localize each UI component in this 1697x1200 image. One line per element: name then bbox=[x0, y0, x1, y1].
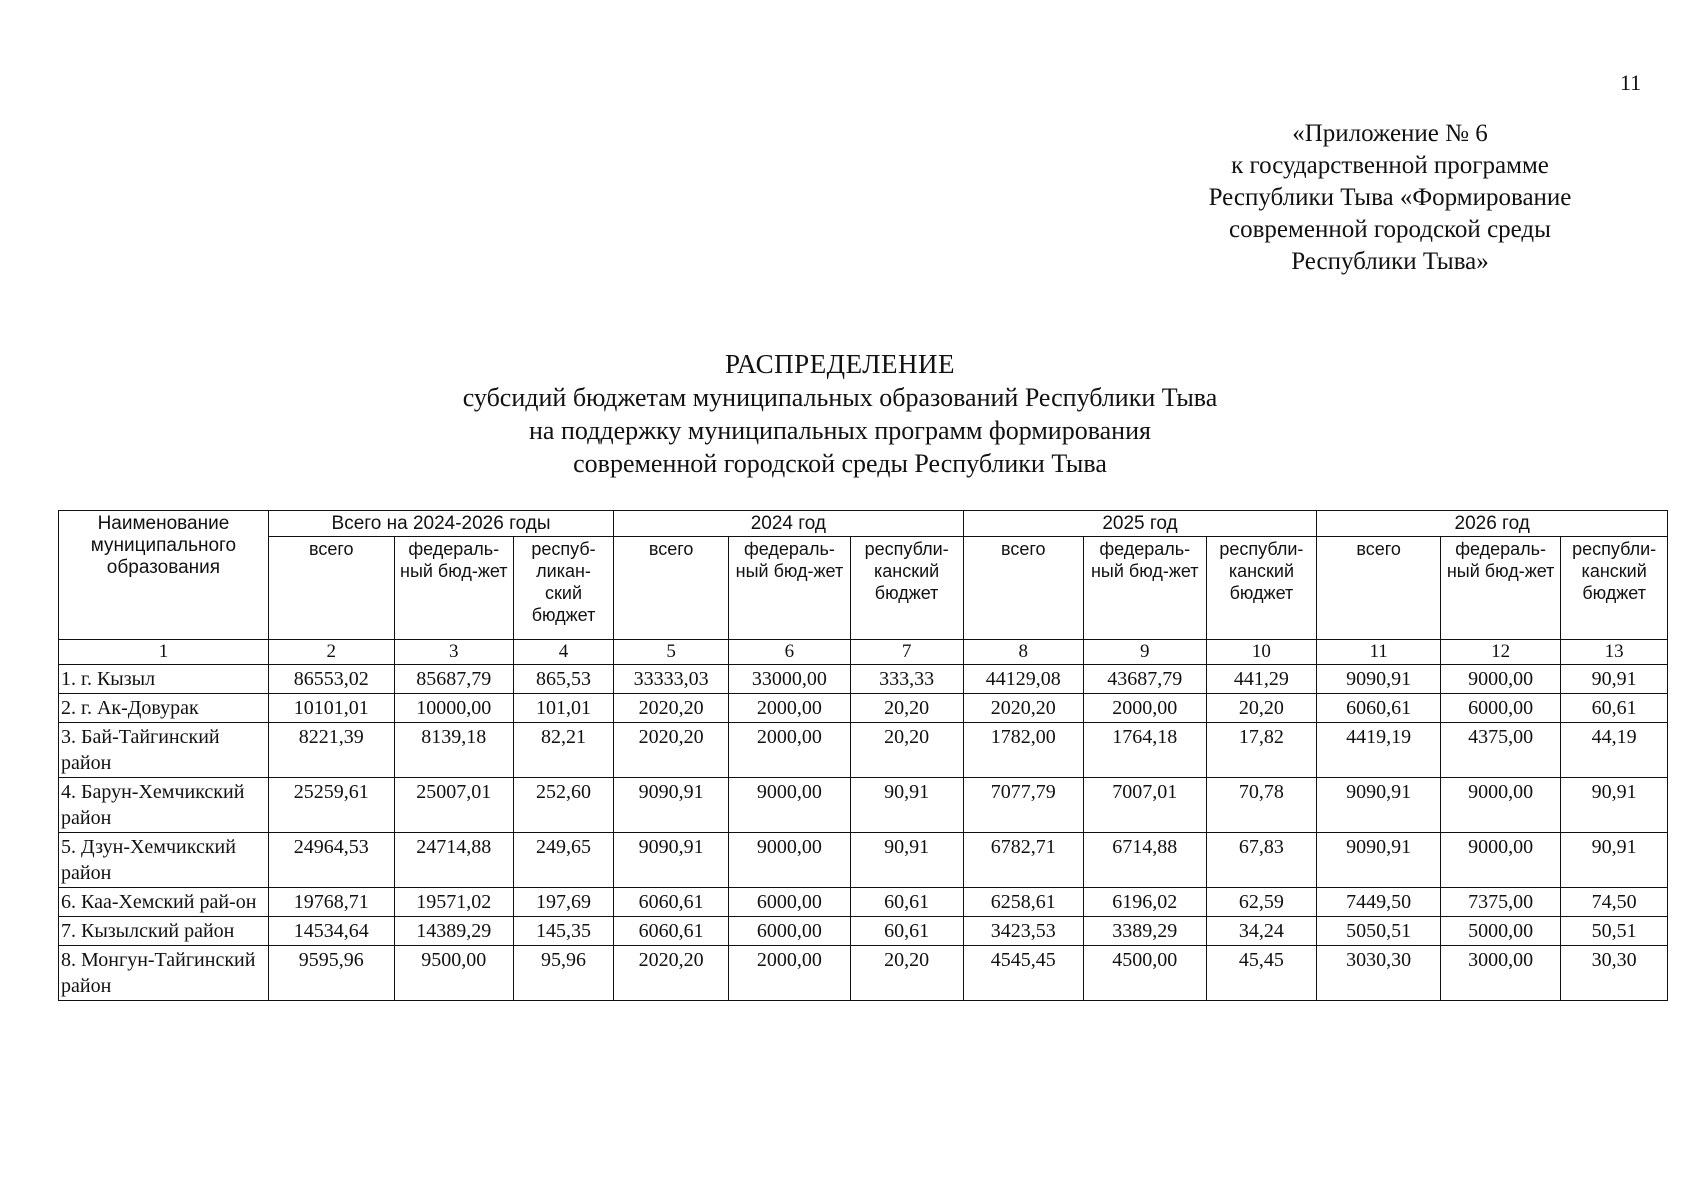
appendix-line: к государственной программе bbox=[1231, 152, 1549, 179]
header-2026-federal: федераль-ный бюд-жет bbox=[1440, 537, 1560, 640]
amount-cell: 70,78 bbox=[1206, 778, 1317, 833]
appendix-line: Республики Тыва «Формирование bbox=[1208, 184, 1572, 211]
header-total-republican: респуб-ликан-ский бюджет bbox=[513, 537, 613, 640]
amount-cell: 4500,00 bbox=[1083, 946, 1206, 1001]
amount-cell: 19571,02 bbox=[394, 888, 513, 917]
amount-cell: 44129,08 bbox=[963, 665, 1083, 694]
amount-cell: 60,61 bbox=[1561, 694, 1668, 723]
column-number: 2 bbox=[268, 640, 394, 665]
amount-cell: 2000,00 bbox=[729, 694, 850, 723]
amount-cell: 865,53 bbox=[513, 665, 613, 694]
amount-cell: 82,21 bbox=[513, 723, 613, 778]
header-total-federal: федераль-ный бюд-жет bbox=[394, 537, 513, 640]
title-line: современной городской среды Республики Тыва bbox=[573, 449, 1107, 478]
amount-cell: 441,29 bbox=[1206, 665, 1317, 694]
amount-cell: 9090,91 bbox=[1317, 665, 1441, 694]
amount-cell: 2020,20 bbox=[963, 694, 1083, 723]
amount-cell: 6000,00 bbox=[1440, 694, 1560, 723]
amount-cell: 85687,79 bbox=[394, 665, 513, 694]
amount-cell: 60,61 bbox=[850, 917, 963, 946]
title-line: на поддержку муниципальных программ формирования bbox=[529, 416, 1151, 445]
table-row bbox=[59, 833, 1668, 888]
amount-cell: 2020,20 bbox=[614, 694, 729, 723]
column-number: 7 bbox=[850, 640, 963, 665]
amount-cell: 9000,00 bbox=[1440, 665, 1560, 694]
amount-cell: 2020,20 bbox=[614, 946, 729, 1001]
amount-cell: 50,51 bbox=[1561, 917, 1668, 946]
amount-cell: 34,24 bbox=[1206, 917, 1317, 946]
amount-cell: 6060,61 bbox=[614, 888, 729, 917]
amount-cell: 19768,71 bbox=[268, 888, 394, 917]
amount-cell: 9000,00 bbox=[1440, 778, 1560, 833]
amount-cell: 6782,71 bbox=[963, 833, 1083, 888]
document-title bbox=[300, 348, 1380, 480]
amount-cell: 252,60 bbox=[513, 778, 613, 833]
amount-cell: 74,50 bbox=[1561, 888, 1668, 917]
amount-cell: 20,20 bbox=[850, 694, 963, 723]
amount-cell: 45,45 bbox=[1206, 946, 1317, 1001]
amount-cell: 86553,02 bbox=[268, 665, 394, 694]
municipality-name: 2. г. Ак-Довурак bbox=[59, 694, 269, 723]
header-2024-republican: республи-канский бюджет bbox=[850, 537, 963, 640]
amount-cell: 9000,00 bbox=[729, 833, 850, 888]
amount-cell: 9000,00 bbox=[1440, 833, 1560, 888]
column-number: 6 bbox=[729, 640, 850, 665]
amount-cell: 3389,29 bbox=[1083, 917, 1206, 946]
amount-cell: 24714,88 bbox=[394, 833, 513, 888]
amount-cell: 10101,01 bbox=[268, 694, 394, 723]
amount-cell: 4419,19 bbox=[1317, 723, 1441, 778]
amount-cell: 6000,00 bbox=[729, 888, 850, 917]
amount-cell: 14534,64 bbox=[268, 917, 394, 946]
table-row bbox=[59, 778, 1668, 833]
amount-cell: 33000,00 bbox=[729, 665, 850, 694]
header-2026-republican: республи-канский бюджет bbox=[1561, 537, 1668, 640]
municipality-name: 3. Бай-Тайгинский район bbox=[59, 723, 269, 778]
amount-cell: 6196,02 bbox=[1083, 888, 1206, 917]
amount-cell: 24964,53 bbox=[268, 833, 394, 888]
column-number: 1 bbox=[59, 640, 269, 665]
amount-cell: 44,19 bbox=[1561, 723, 1668, 778]
amount-cell: 60,61 bbox=[850, 888, 963, 917]
amount-cell: 17,82 bbox=[1206, 723, 1317, 778]
amount-cell: 67,83 bbox=[1206, 833, 1317, 888]
amount-cell: 62,59 bbox=[1206, 888, 1317, 917]
appendix-line: «Приложение № 6 bbox=[1292, 120, 1488, 147]
table-row bbox=[59, 665, 1668, 694]
municipality-name: 8. Монгун-Тайгинский район bbox=[59, 946, 269, 1001]
header-2025-federal: федераль-ный бюд-жет bbox=[1083, 537, 1206, 640]
amount-cell: 25259,61 bbox=[268, 778, 394, 833]
title-line: субсидий бюджетам муниципальных образований Республики Тыва bbox=[462, 383, 1218, 412]
amount-cell: 1764,18 bbox=[1083, 723, 1206, 778]
table-row bbox=[59, 723, 1668, 778]
column-number: 10 bbox=[1206, 640, 1317, 665]
header-2026-all: всего bbox=[1317, 537, 1441, 640]
amount-cell: 2000,00 bbox=[729, 723, 850, 778]
amount-cell: 90,91 bbox=[1561, 833, 1668, 888]
amount-cell: 197,69 bbox=[513, 888, 613, 917]
column-number: 4 bbox=[513, 640, 613, 665]
amount-cell: 9595,96 bbox=[268, 946, 394, 1001]
subsidy-distribution-table bbox=[58, 510, 1668, 1001]
amount-cell: 20,20 bbox=[1206, 694, 1317, 723]
column-number: 13 bbox=[1561, 640, 1668, 665]
amount-cell: 101,01 bbox=[513, 694, 613, 723]
amount-cell: 3423,53 bbox=[963, 917, 1083, 946]
amount-cell: 9090,91 bbox=[1317, 778, 1441, 833]
header-2025-all: всего bbox=[963, 537, 1083, 640]
amount-cell: 9090,91 bbox=[614, 833, 729, 888]
header-municipality: Наименование муниципального образования bbox=[59, 511, 269, 640]
amount-cell: 6060,61 bbox=[1317, 694, 1441, 723]
column-number: 3 bbox=[394, 640, 513, 665]
amount-cell: 8139,18 bbox=[394, 723, 513, 778]
amount-cell: 25007,01 bbox=[394, 778, 513, 833]
municipality-name: 1. г. Кызыл bbox=[59, 665, 269, 694]
amount-cell: 7449,50 bbox=[1317, 888, 1441, 917]
amount-cell: 3030,30 bbox=[1317, 946, 1441, 1001]
appendix-line: современной городской среды bbox=[1229, 216, 1551, 243]
amount-cell: 10000,00 bbox=[394, 694, 513, 723]
amount-cell: 90,91 bbox=[1561, 778, 1668, 833]
amount-cell: 1782,00 bbox=[963, 723, 1083, 778]
header-group-2026: 2026 год bbox=[1317, 511, 1668, 537]
amount-cell: 43687,79 bbox=[1083, 665, 1206, 694]
column-number: 8 bbox=[963, 640, 1083, 665]
amount-cell: 333,33 bbox=[850, 665, 963, 694]
appendix-reference bbox=[1140, 118, 1640, 278]
amount-cell: 90,91 bbox=[850, 778, 963, 833]
amount-cell: 2000,00 bbox=[729, 946, 850, 1001]
amount-cell: 2000,00 bbox=[1083, 694, 1206, 723]
amount-cell: 7077,79 bbox=[963, 778, 1083, 833]
amount-cell: 5000,00 bbox=[1440, 917, 1560, 946]
amount-cell: 4375,00 bbox=[1440, 723, 1560, 778]
amount-cell: 90,91 bbox=[1561, 665, 1668, 694]
amount-cell: 3000,00 bbox=[1440, 946, 1560, 1001]
column-number: 9 bbox=[1083, 640, 1206, 665]
amount-cell: 14389,29 bbox=[394, 917, 513, 946]
amount-cell: 33333,03 bbox=[614, 665, 729, 694]
table-row bbox=[59, 946, 1668, 1001]
table-row bbox=[59, 888, 1668, 917]
amount-cell: 145,35 bbox=[513, 917, 613, 946]
amount-cell: 9500,00 bbox=[394, 946, 513, 1001]
table-row bbox=[59, 917, 1668, 946]
municipality-name: 4. Барун-Хемчикский район bbox=[59, 778, 269, 833]
amount-cell: 8221,39 bbox=[268, 723, 394, 778]
header-group-2025: 2025 год bbox=[963, 511, 1317, 537]
column-number-row bbox=[59, 640, 1668, 665]
amount-cell: 9090,91 bbox=[614, 778, 729, 833]
amount-cell: 9090,91 bbox=[1317, 833, 1441, 888]
amount-cell: 30,30 bbox=[1561, 946, 1668, 1001]
header-2024-federal: федераль-ный бюд-жет bbox=[729, 537, 850, 640]
column-number: 11 bbox=[1317, 640, 1441, 665]
header-group-total: Всего на 2024-2026 годы bbox=[268, 511, 613, 537]
amount-cell: 249,65 bbox=[513, 833, 613, 888]
amount-cell: 95,96 bbox=[513, 946, 613, 1001]
header-2024-all: всего bbox=[614, 537, 729, 640]
header-2025-republican: республи-канский бюджет bbox=[1206, 537, 1317, 640]
header-group-2024: 2024 год bbox=[614, 511, 963, 537]
amount-cell: 6258,61 bbox=[963, 888, 1083, 917]
municipality-name: 5. Дзун-Хемчикский район bbox=[59, 833, 269, 888]
amount-cell: 7007,01 bbox=[1083, 778, 1206, 833]
appendix-line: Республики Тыва» bbox=[1291, 248, 1489, 275]
amount-cell: 5050,51 bbox=[1317, 917, 1441, 946]
amount-cell: 7375,00 bbox=[1440, 888, 1560, 917]
table-row bbox=[59, 694, 1668, 723]
municipality-name: 6. Каа-Хемский рай-он bbox=[59, 888, 269, 917]
amount-cell: 6714,88 bbox=[1083, 833, 1206, 888]
amount-cell: 90,91 bbox=[850, 833, 963, 888]
page-number: 11 bbox=[1620, 70, 1642, 95]
amount-cell: 20,20 bbox=[850, 723, 963, 778]
column-number: 12 bbox=[1440, 640, 1560, 665]
municipality-name: 7. Кызылский район bbox=[59, 917, 269, 946]
amount-cell: 6000,00 bbox=[729, 917, 850, 946]
header-total-all: всего bbox=[268, 537, 394, 640]
amount-cell: 4545,45 bbox=[963, 946, 1083, 1001]
column-number: 5 bbox=[614, 640, 729, 665]
amount-cell: 9000,00 bbox=[729, 778, 850, 833]
amount-cell: 6060,61 bbox=[614, 917, 729, 946]
amount-cell: 2020,20 bbox=[614, 723, 729, 778]
amount-cell: 20,20 bbox=[850, 946, 963, 1001]
title-heading: РАСПРЕДЕЛЕНИЕ bbox=[724, 349, 956, 379]
